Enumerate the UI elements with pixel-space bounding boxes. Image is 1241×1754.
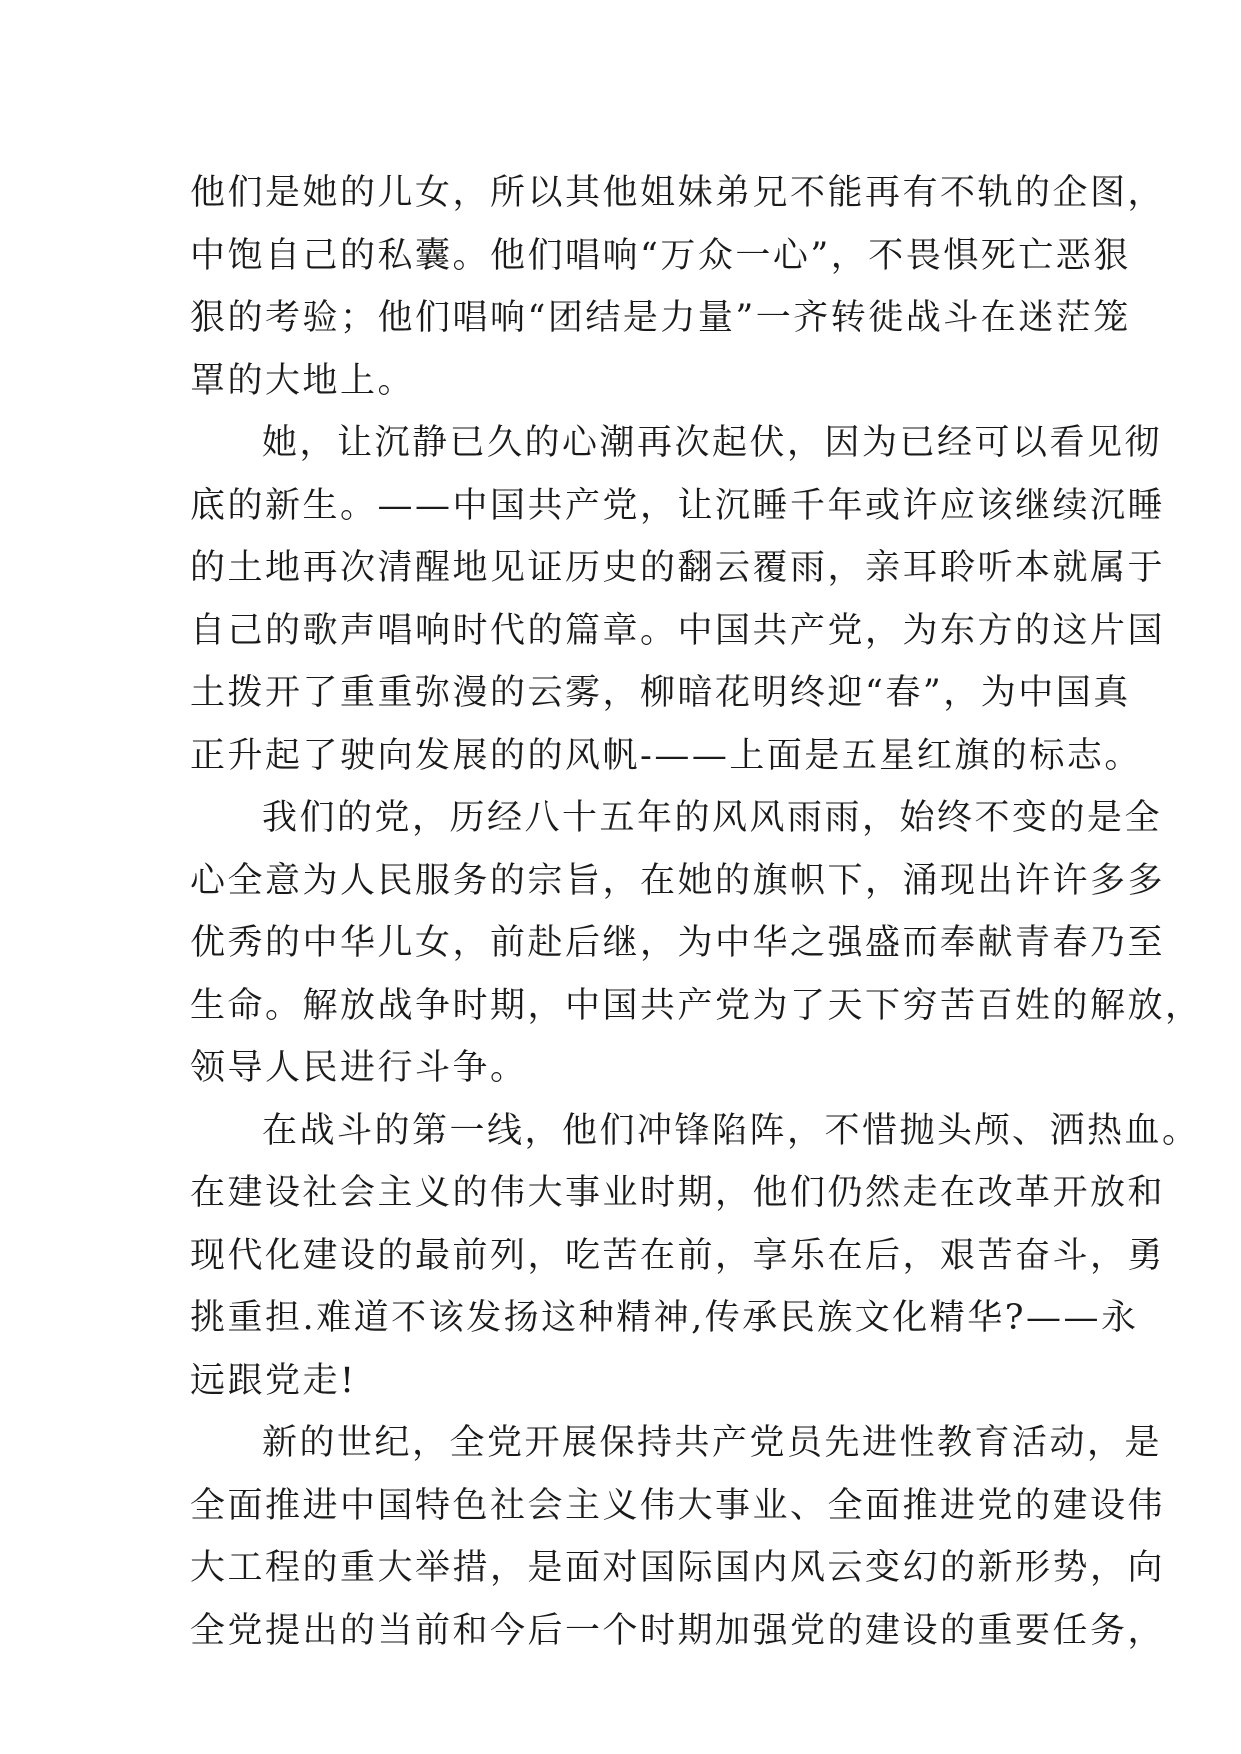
text-line: 底的新生。——中国共产党，让沉睡千年或许应该继续沉睡 bbox=[190, 485, 1166, 526]
text-line: 自己的歌声唱响时代的篇章。中国共产党，为东方的这片国 bbox=[190, 610, 1166, 651]
text-line: 在战斗的第一线，他们冲锋陷阵，不惜抛头颅、洒热血。 bbox=[262, 1110, 1200, 1151]
text-line: 她，让沉静已久的心潮再次起伏，因为已经可以看见彻 bbox=[262, 423, 1163, 463]
text-line: 生命。解放战争时期，中国共产党为了天下穷苦百姓的解放， bbox=[190, 985, 1203, 1026]
text-line: 大工程的重大举措，是面对国际国内风云变幻的新形势，向 bbox=[190, 1548, 1166, 1588]
text-line: 他们是她的儿女，所以其他姐妹弟兄不能再有不轨的企图， bbox=[190, 173, 1166, 213]
text-line: 在建设社会主义的伟大事业时期，他们仍然走在改革开放和 bbox=[190, 1173, 1166, 1213]
text-line: 新的世纪，全党开展保持共产党员先进性教育活动，是 bbox=[262, 1423, 1163, 1463]
text-line: 心全意为人民服务的宗旨，在她的旗帜下，涌现出许许多多 bbox=[190, 860, 1166, 901]
text-line: 远跟党走! bbox=[190, 1360, 357, 1401]
text-line: 挑重担.难道不该发扬这种精神,传承民族文化精华?——永 bbox=[190, 1298, 1139, 1338]
text-line: 全党提出的当前和今后一个时期加强党的建设的重要任务， bbox=[190, 1610, 1166, 1651]
text-line: 我们的党，历经八十五年的风风雨雨，始终不变的是全 bbox=[262, 798, 1163, 838]
text-line: 中饱自己的私囊。他们唱响“万众一心”，不畏惧死亡恶狠 bbox=[190, 235, 1131, 276]
text-line: 的土地再次清醒地见证历史的翻云覆雨，亲耳聆听本就属于 bbox=[190, 548, 1166, 588]
text-line: 土拨开了重重弥漫的云雾，柳暗花明终迎“春”，为中国真 bbox=[190, 673, 1131, 713]
text-line: 优秀的中华儿女，前赴后继，为中华之强盛而奉献青春乃至 bbox=[190, 923, 1166, 963]
body-text bbox=[190, 162, 1203, 1662]
text-line: 正升起了驶向发展的的风帆-——上面是五星红旗的标志。 bbox=[190, 735, 1142, 776]
text-line: 领导人民进行斗争。 bbox=[190, 1048, 528, 1088]
text-line: 罩的大地上。 bbox=[190, 360, 416, 401]
text-line: 全面推进中国特色社会主义伟大事业、全面推进党的建设伟 bbox=[190, 1485, 1166, 1526]
text-line: 狠的考验；他们唱响“团结是力量”一齐转徙战斗在迷茫笼 bbox=[190, 298, 1131, 338]
text-line: 现代化建设的最前列，吃苦在前，享乐在后，艰苦奋斗，勇 bbox=[190, 1235, 1166, 1276]
